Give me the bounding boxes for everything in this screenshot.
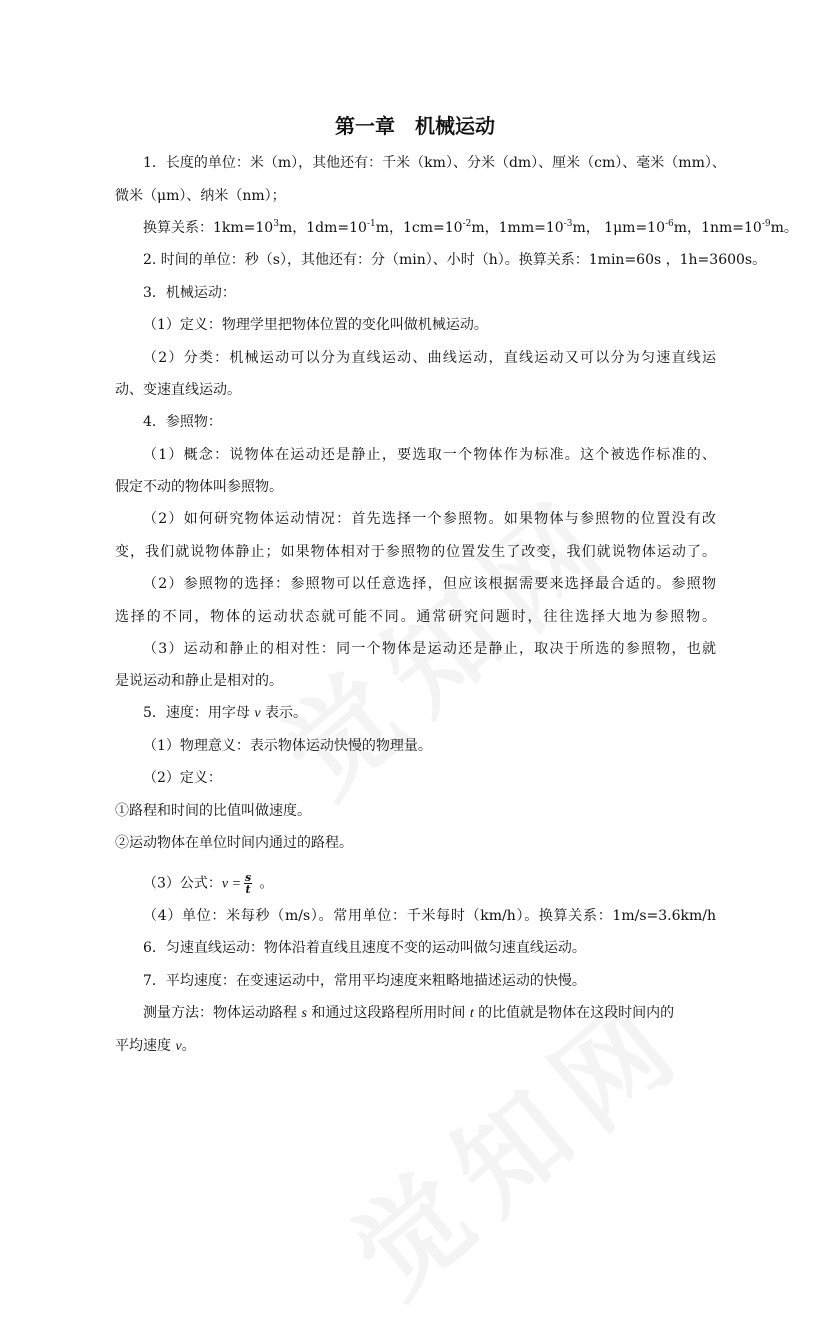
text: 表示。 — [260, 705, 308, 721]
conversion-item — [499, 220, 600, 236]
text-line — [143, 1003, 716, 1024]
conversion-pre: 1μm=10 — [599, 220, 665, 236]
text-line: （2）分类：机械运动可以分为直线运动、曲线运动，直线运动又可以分为匀速直线运 — [143, 350, 716, 366]
text: 。 — [181, 1038, 196, 1054]
conversion-pre: 1dm=10 — [306, 220, 367, 236]
formula-lhs: v = — [221, 876, 242, 892]
text-line: 选择的不同，物体的运动状态就可能不同。通常研究问题时，往往选择大地为参照物。 — [115, 609, 716, 625]
conversion-post: m， — [278, 220, 307, 236]
text-line: （1）概念：说物体在运动还是静止，要选取一个物体作为标准。这个被选作标准的、 — [143, 447, 716, 463]
section-heading: 4．参照物： — [143, 414, 222, 430]
text-line: （2）如何研究物体运动情况：首先选择一个参照物。如果物体与参照物的位置没有改 — [143, 511, 716, 527]
conversion-pre: 1nm=10 — [701, 220, 762, 236]
text-line: ①路程和时间的比值叫做速度。 — [115, 803, 311, 819]
page-title: 第一章 机械运动 — [335, 114, 495, 138]
text-line: 变，我们就说物体静止；如果物体相对于参照物的位置发生了改变，我们就说物体运动了。 — [115, 544, 716, 560]
text-line: （4）单位：米每秒（m/s）。常用单位：千米每时（km/h）。换算关系：1m/s=3.6km/h — [143, 908, 716, 924]
conversion-exp: -3 — [563, 219, 573, 229]
conversion-item — [701, 220, 798, 236]
text-line: （2）定义： — [143, 770, 222, 786]
var-v: v — [254, 706, 261, 721]
text-line: 1．长度的单位：米（m），其他还有：千米（km）、分米（dm）、厘米（cm）、毫米（mm）、 — [143, 155, 726, 171]
text: 测量方法：物体运动路程 — [143, 1005, 302, 1021]
conversion-post: m， — [471, 220, 499, 236]
conversion-post: m。 — [770, 220, 798, 236]
conversion-item — [600, 220, 701, 236]
section-heading — [143, 703, 716, 724]
denominator: t — [245, 883, 251, 896]
conversion-pre: 1mm=10 — [498, 220, 564, 236]
text: （3）公式： — [143, 875, 222, 892]
text: 平均速度 — [115, 1038, 176, 1054]
var-s: s — [301, 1006, 307, 1021]
text-line: （1）物理意义：表示物体运动快慢的物理量。 — [143, 738, 432, 754]
conversion-exp: 3 — [273, 219, 279, 229]
text: 的比值就是物体在这段时间内的 — [473, 1005, 675, 1021]
text: 5．速度：用字母 — [143, 705, 255, 721]
text-line: 是说运动和静止是相对的。 — [115, 673, 283, 689]
numerator: s — [244, 871, 252, 884]
text: 。 — [255, 875, 274, 892]
conversion-item — [306, 220, 403, 236]
conversion-post: m， — [572, 220, 600, 236]
conversion-post: m， — [375, 220, 403, 236]
fraction — [244, 872, 252, 895]
text-line: 2. 时间的单位：秒（s），其他还有：分（min）、小时（h）。换算关系：1min=60s ，1h=3600s。 — [143, 252, 767, 268]
conversion-exp: -9 — [761, 219, 771, 229]
conversion-pre: 1cm=10 — [403, 220, 463, 236]
text-line: （3）运动和静止的相对性：同一个物体是运动还是静止，取决于所选的参照物，也就 — [143, 641, 716, 657]
text-line: 微米（μm）、纳米（nm）； — [115, 188, 286, 204]
text-line: 动、变速直线运动。 — [115, 382, 241, 398]
text-line: 假定不动的物体叫参照物。 — [115, 479, 283, 495]
section-heading: 6．匀速直线运动：物体沿着直线且速度不变的运动叫做匀速直线运动。 — [143, 940, 586, 956]
conversion-post: m， — [673, 220, 702, 236]
text-line — [115, 1036, 716, 1057]
conversion-exp: -6 — [665, 219, 674, 229]
var-v: v — [175, 1039, 182, 1054]
conversion-line — [143, 218, 798, 238]
formula-line — [143, 872, 716, 895]
text-line: （2）参照物的选择：参照物可以任意选择，但应该根据需要来选择最合适的。参照物 — [143, 576, 716, 592]
conversion-exp: -2 — [462, 219, 472, 229]
conversion-pre: 1km=10 — [213, 220, 274, 236]
text: 和通过这段路程所用时间 — [306, 1005, 470, 1021]
conv-prefix: 换算关系： — [143, 220, 213, 236]
conversion-item — [213, 220, 306, 236]
section-heading: 3．机械运动： — [143, 285, 236, 301]
conversion-exp: -1 — [366, 219, 376, 229]
text-line: （1）定义：物理学里把物体位置的变化叫做机械运动。 — [143, 317, 488, 333]
conversion-item — [403, 220, 499, 236]
section-heading: 7．平均速度：在变速运动中，常用平均速度来粗略地描述运动的快慢。 — [143, 973, 586, 989]
var-t: t — [469, 1006, 474, 1021]
text-line: ②运动物体在单位时间内通过的路程。 — [115, 835, 353, 851]
conversion-list — [213, 220, 798, 236]
